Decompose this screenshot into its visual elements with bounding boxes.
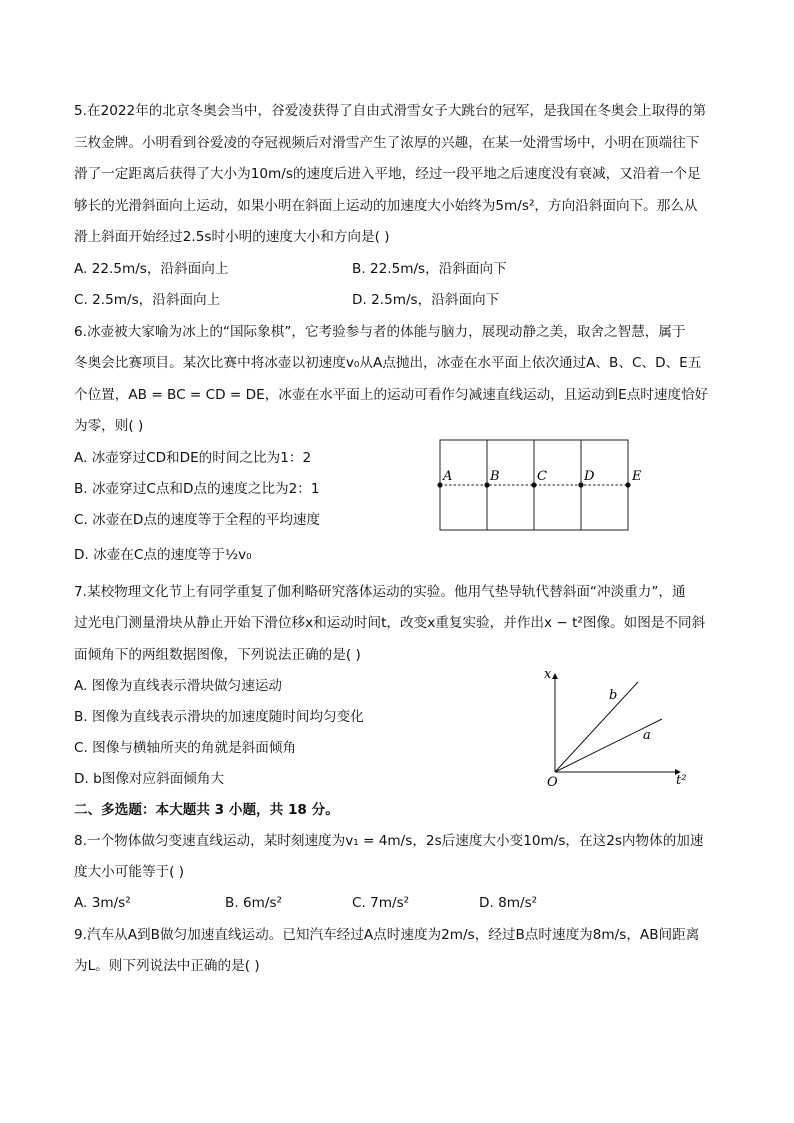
point-a-dot <box>437 482 442 487</box>
q8-line-2: 度大小可能等于( ) <box>74 864 185 880</box>
q7-option-b: B. 图像为直线表示滑块的加速度随时间均匀变化 <box>74 709 364 725</box>
q7-option-a: A. 图像为直线表示滑块做匀速运动 <box>74 678 283 694</box>
q8-line-1: 8.一个物体做匀变速直线运动，某时刻速度为v₁ = 4m/s，2s后速度大小变10m/s，在这2s内物体的加速 <box>74 833 704 849</box>
line-a <box>555 719 662 772</box>
q5-line-4: 够长的光滑斜面向上运动，如果小明在斜面上运动的加速度大小始终为5m/s²，方向沿斜面向下。那么从 <box>74 198 698 214</box>
q5-option-c: C. 2.5m/s，沿斜面向上 <box>74 292 221 308</box>
x-axis-label: t² <box>676 773 687 788</box>
line-b <box>555 682 638 772</box>
y-axis-label: x <box>544 667 552 682</box>
x-t2-graph <box>538 662 698 792</box>
q7-line-1: 7.某校物理文化节上有同学重复了伽利略研究落体运动的实验。他用气垫导轨代替斜面“冲淡重力”，通 <box>74 584 686 600</box>
label-e: E <box>632 469 642 484</box>
q8-option-d: D. 8m/s² <box>479 895 538 911</box>
label-b: B <box>490 469 500 484</box>
q5-option-b: B. 22.5m/s，沿斜面向下 <box>352 261 507 277</box>
point-c-dot <box>531 482 536 487</box>
line-a-label: a <box>643 728 651 743</box>
q5-line-1: 5.在2022年的北京冬奥会当中，谷爱凌获得了自由式滑雪女子大跳台的冠军，是我国在冬奥会上取得的第 <box>74 103 707 119</box>
q5-line-5: 滑上斜面开始经过2.5s时小明的速度大小和方向是( ) <box>74 229 390 245</box>
q6-line-4: 为零，则( ) <box>74 418 144 434</box>
curling-diagram <box>436 438 642 534</box>
q8-option-a: A. 3m/s² <box>74 895 131 911</box>
q8-option-c: C. 7m/s² <box>352 895 410 911</box>
q7-option-d: D. b图像对应斜面倾角大 <box>74 771 225 787</box>
label-a: A <box>443 469 453 484</box>
q5-line-3: 滑了一定距离后获得了大小为10m/s的速度后进入平地，经过一段平地之后速度没有衰减，又沿着一个足 <box>74 166 701 182</box>
q6-option-c: C. 冰壶在D点的速度等于全程的平均速度 <box>74 512 321 528</box>
q6-line-1: 6.冰壶被大家喻为冰上的“国际象棋”，它考验参与者的体能与脑力，展现动静之美，取舍之智慧，属于 <box>74 324 686 340</box>
q5-line-2: 三枚金牌。小明看到谷爱凌的夺冠视频后对滑雪产生了浓厚的兴趣，在某一处滑雪场中，小明在顶端往下 <box>74 135 700 151</box>
point-b-dot <box>484 482 489 487</box>
q5-option-a: A. 22.5m/s，沿斜面向上 <box>74 261 229 277</box>
section-header-multiple-choice: 二、多选题：本大题共 3 小题，共 18 分。 <box>74 802 339 818</box>
q7-line-3: 面倾角下的两组数据图像，下列说法正确的是( ) <box>74 647 361 663</box>
label-c: C <box>537 469 547 484</box>
q7-option-c: C. 图像与横轴所夹的角就是斜面倾角 <box>74 740 297 756</box>
origin-label: O <box>547 775 558 790</box>
q9-line-2: 为L。则下列说法中正确的是( ) <box>74 958 260 974</box>
q6-line-2: 冬奥会比赛项目。某次比赛中将冰壶以初速度v₀从A点抛出，冰壶在水平面上依次通过A、B、C、D、E五 <box>74 355 702 371</box>
q7-line-2: 过光电门测量滑块从静止开始下滑位移x和运动时间t，改变x重复实验，并作出x − t²图像。如图是不同斜 <box>74 615 706 631</box>
point-e-dot <box>625 482 630 487</box>
label-d: D <box>584 469 595 484</box>
q5-option-d: D. 2.5m/s，沿斜面向下 <box>352 292 500 308</box>
q8-option-b: B. 6m/s² <box>225 895 282 911</box>
q6-option-d: D. 冰壶在C点的速度等于½v₀ <box>74 547 252 563</box>
q6-option-b: B. 冰壶穿过C点和D点的速度之比为2：1 <box>74 481 320 497</box>
line-b-label: b <box>609 688 618 703</box>
q9-line-1: 9.汽车从A到B做匀加速直线运动。已知汽车经过A点时速度为2m/s，经过B点时速度为8m/s，AB间距离 <box>74 927 700 943</box>
point-d-dot <box>578 482 583 487</box>
q6-option-a: A. 冰壶穿过CD和DE的时间之比为1：2 <box>74 450 312 466</box>
q6-line-3: 个位置，AB = BC = CD = DE，冰壶在水平面上的运动可看作匀减速直线运动，且运动到E点时速度恰好 <box>74 387 709 403</box>
